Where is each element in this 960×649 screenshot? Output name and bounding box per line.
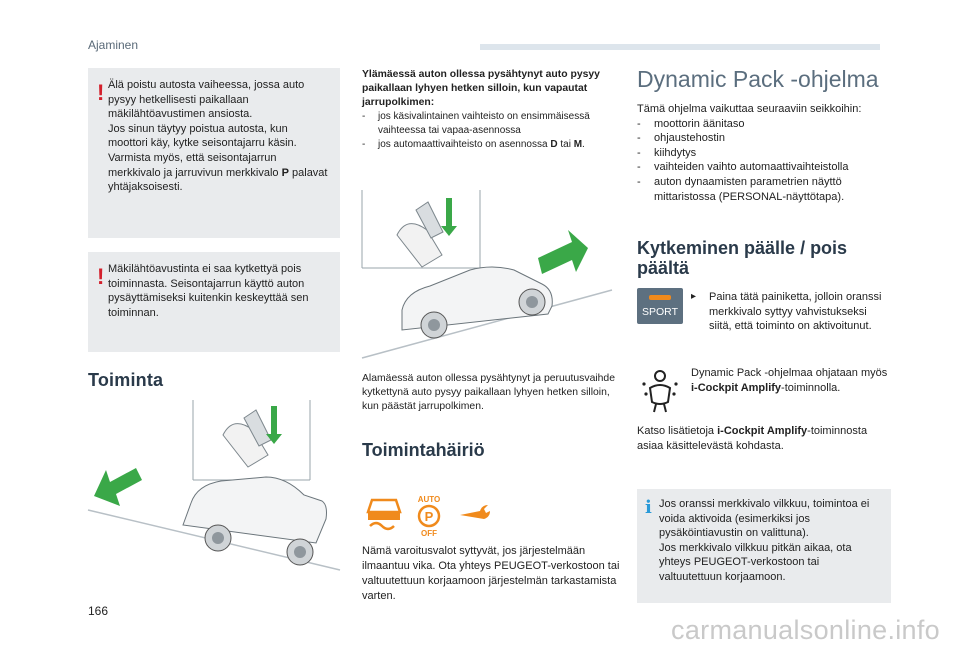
sport-led <box>649 295 671 300</box>
info-text: Jos oranssi merkkivalo vilkkuu, toimintoa ei voida aktivoida (esimerkiksi jos pysäköintiavustin on valittuna). Jos merkkivalo vilkkuu pitkän aikaa, ota yhteys PEUGEOT-verkostoon tai valtuutettuun korjaamoon. <box>659 498 870 583</box>
info-icon: i <box>645 497 652 518</box>
dynamic-intro: Tämä ohjelma vaikuttaa seuraaviin seikkoihin: <box>637 103 862 115</box>
skid-icon <box>366 496 402 530</box>
warning-text: Älä poistu autosta vaiheessa, jossa auto pysyy hetkellisesti paikallaan mäkilähtöavustimen ansiosta. Jos sinun täytyy poistua autosta, kun moottori käy, kytke seisontajarru käsin. Varmista myös, että seisontajarrun merkkivalo ja jarruvivun merkkivalo P palavat yhtäjaksoisesti. <box>108 79 328 194</box>
header-bar <box>480 44 880 50</box>
downhill-heading: Alamäessä auton ollessa pysähtynyt ja peruutusvaihde kytkettynä auto pysyy paikallaan lyhyen hetken silloin, kun päästät jarrupolkimen. <box>362 373 615 412</box>
car-downhill-icon <box>88 400 340 575</box>
p-label: P <box>424 509 434 524</box>
uphill-heading: Ylämäessä auton ollessa pysähtynyt auto pysyy paikallaan lyhyen hetken silloin, kun vapautat jarrupolkimen: <box>362 69 600 108</box>
auto-label: AUTO <box>417 495 441 504</box>
sport-button-icon <box>637 288 683 324</box>
info-box <box>637 489 891 603</box>
section-title-hairio: Toimintahäiriö <box>362 440 485 460</box>
car-uphill-icon <box>362 190 624 365</box>
section-header: Ajaminen <box>88 38 139 52</box>
uphill-block <box>362 68 624 151</box>
auto-p-off-icon <box>412 494 446 538</box>
page-number: 166 <box>88 604 109 618</box>
list-item: - jos käsivalintainen vaihteisto on ensimmäisessä vaihteessa tai vapaa-asennossa <box>362 111 590 136</box>
hairio-text: Nämä varoitusvalot syttyvät, jos järjestelmään ilmaantuu vika. Ota yhteys PEUGEOT-verkostoon tai valtuutettuun korjaamoon järjestelmän tarkastamista varten. <box>362 545 620 602</box>
dynamic-pack-block <box>637 102 889 204</box>
warning-box-disable <box>88 252 340 352</box>
see-also-text: Katso lisätietoja i-Cockpit Amplify-toiminnosta asiaa käsittelevästä kohdasta. <box>637 425 868 452</box>
list-item: - auton dynaamisten parametrien näyttö mittaristossa (PERSONAL-näyttötapa). <box>637 175 845 203</box>
cockpit-text: Dynamic Pack -ohjelmaa ohjataan myös i-Cockpit Amplify-toiminnolla. <box>691 367 888 394</box>
list-item: - ohjaustehostin <box>637 132 725 145</box>
watermark: carmanualsonline.info <box>671 615 940 645</box>
warning-text: Mäkilähtöavustinta ei saa kytkettyä pois toiminnasta. Seisontajarrun käyttö auton pysäyttämiseksi kuitenkin keskeyttää sen toiminnan. <box>108 263 309 319</box>
section-title-kytkeminen: Kytkeminen päälle / pois päältä <box>637 238 848 278</box>
off-label: OFF <box>421 529 437 538</box>
list-item: - jos automaattivaihteisto on asennossa D tai M. <box>362 138 585 150</box>
page-title: Dynamic Pack -ohjelma <box>637 66 879 92</box>
sport-instruction: ▸ Paina tätä painiketta, jolloin oranssi merkkivalo syttyy vahvistukseksi siitä, että toiminto on aktivoitunut. <box>691 291 882 333</box>
warning-box-leave-car <box>88 68 340 238</box>
warning-icon: ! <box>97 80 105 105</box>
list-item: - kiihdytys <box>637 146 697 159</box>
list-item: - moottorin äänitaso <box>637 117 745 130</box>
list-item: - vaihteiden vaihto automaattivaihteistolla <box>637 161 849 174</box>
wrench-icon <box>458 504 490 522</box>
bullet-icon: ▸ <box>691 291 697 302</box>
sport-label: SPORT <box>642 306 678 318</box>
driver-icon <box>640 368 680 412</box>
section-title-toiminta: Toiminta <box>88 370 164 390</box>
warning-icon: ! <box>97 264 105 289</box>
